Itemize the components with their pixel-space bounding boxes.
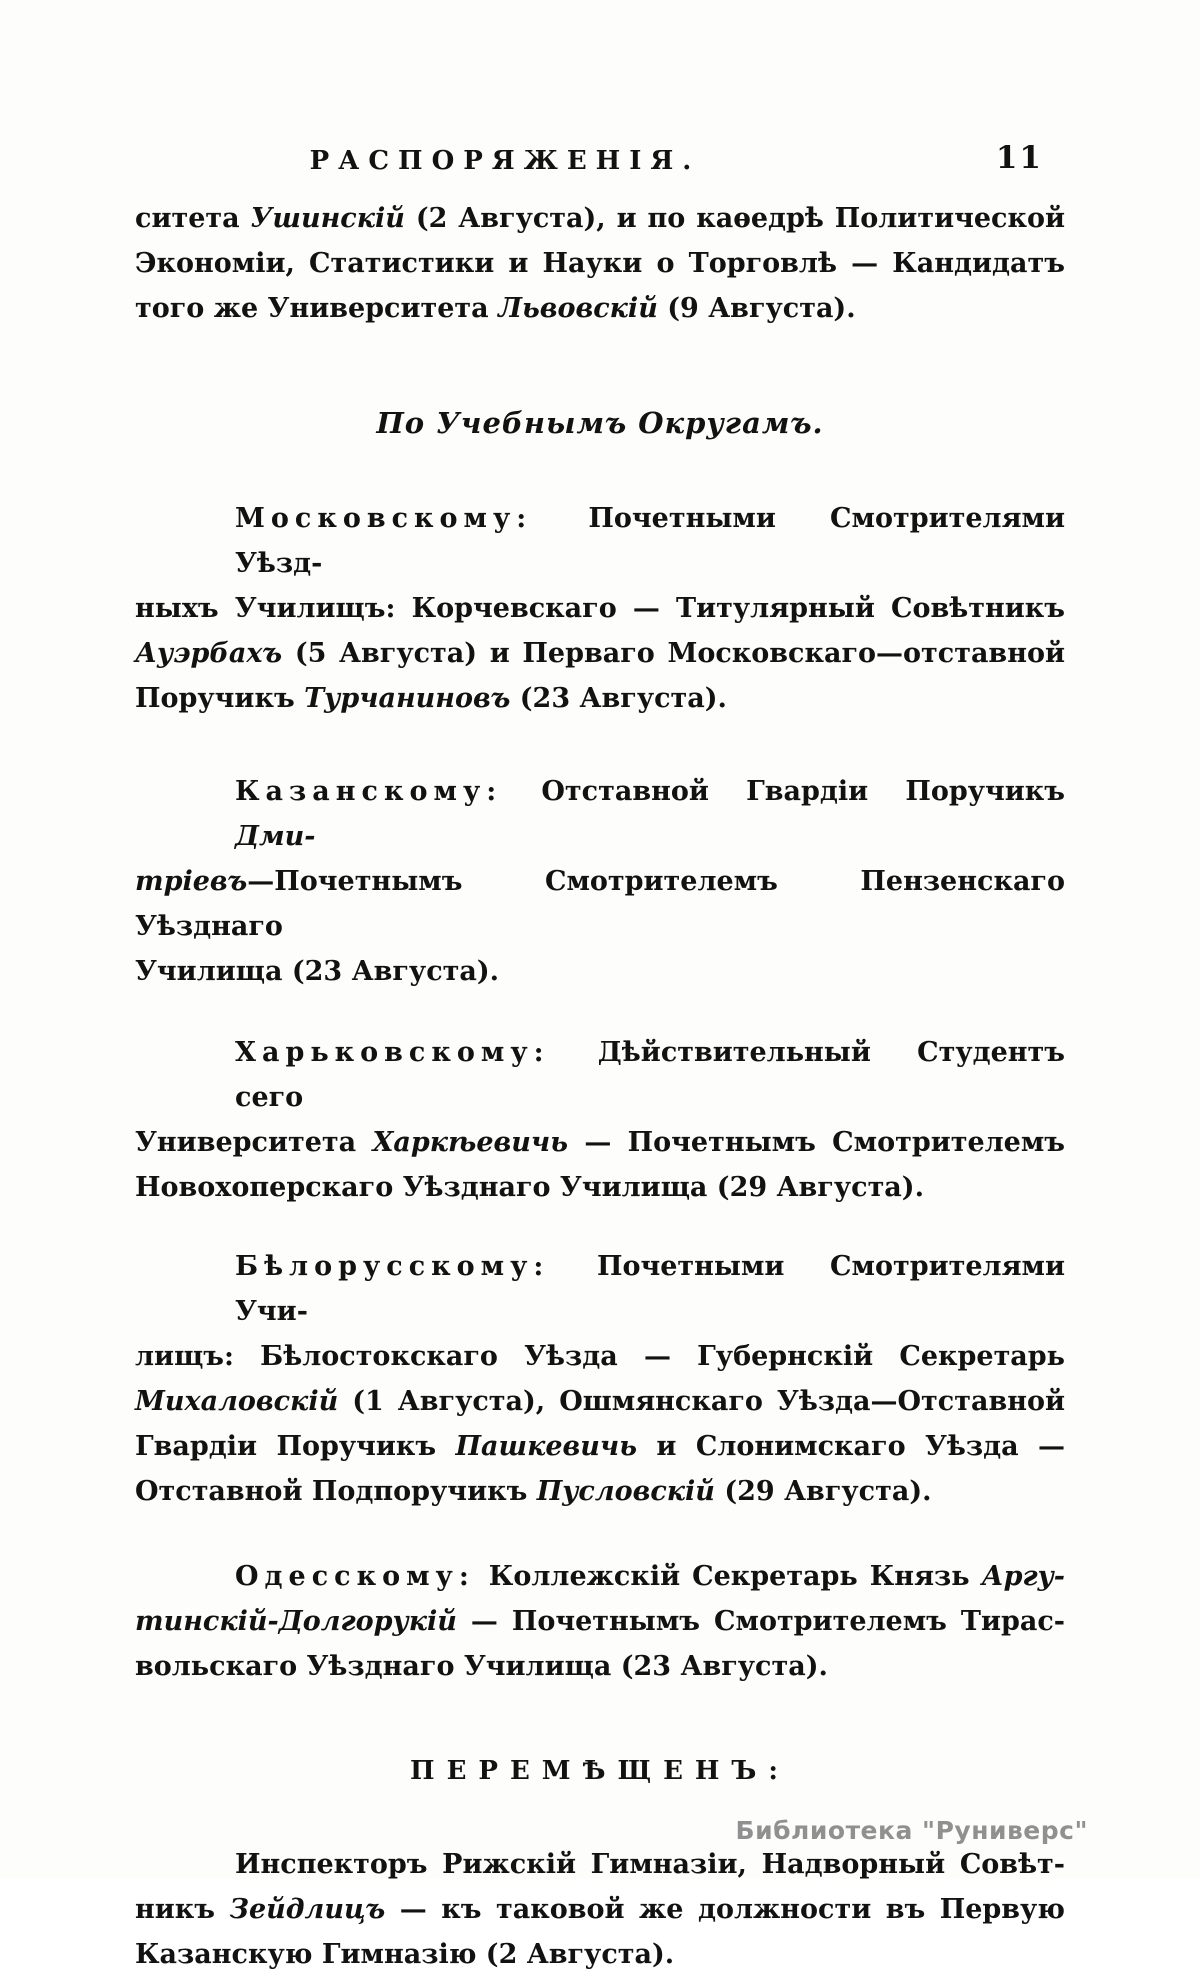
text-segment: ныхъ Училищъ: Корчевскаго — Титулярный Совѣтникъ — [135, 593, 1065, 624]
text-line — [135, 631, 1065, 676]
text-line — [135, 1424, 1065, 1469]
text-segment: — Почетнымъ Смотрителемъ — [568, 1127, 1066, 1158]
text-line — [135, 496, 1065, 586]
text-segment: Одесскому: — [235, 1561, 475, 1592]
paragraph-continuation — [135, 196, 1065, 331]
paragraph-odessa-district — [135, 1554, 1065, 1689]
text-segment: Училища (23 Августа). — [135, 956, 500, 987]
paragraph-kharkov-district — [135, 1030, 1065, 1210]
paragraph-moscow-district — [135, 496, 1065, 721]
text-segment: Харьковскому: — [235, 1037, 550, 1068]
text-segment: Отставной Подпоручикъ — [135, 1476, 537, 1507]
text-segment: Зейдлицъ — [229, 1894, 386, 1925]
text-line — [135, 1644, 1065, 1689]
text-segment: Михаловскій — [135, 1386, 339, 1417]
text-line — [135, 1599, 1065, 1644]
text-segment: (29 Августа). — [714, 1476, 932, 1507]
text-line — [135, 1165, 1065, 1210]
running-title: РАСПОРЯЖЕНІЯ. — [309, 146, 701, 176]
text-segment: (23 Августа). — [510, 683, 727, 714]
text-segment: Дми- — [235, 821, 316, 852]
text-segment: Турчаниновъ — [304, 683, 511, 714]
library-watermark: Библиотека "Руниверс" — [735, 1816, 1088, 1845]
text-line — [135, 586, 1065, 631]
text-line — [135, 1842, 1065, 1887]
text-line — [135, 769, 1065, 859]
text-segment: Поручикъ — [135, 683, 305, 714]
text-segment: Харкѣевичь — [372, 1127, 569, 1158]
paragraph-transferred — [135, 1842, 1065, 1977]
text-segment: (9 Августа). — [657, 293, 856, 324]
text-segment: никъ — [135, 1894, 230, 1925]
text-line — [135, 1030, 1065, 1120]
text-segment: Московскому: — [235, 503, 533, 534]
text-segment: тинскій-Долгорукій — [135, 1606, 457, 1637]
text-segment: Казанскую Гимназію (2 Августа). — [135, 1939, 675, 1970]
text-segment: тріевъ — [135, 866, 248, 897]
text-segment: Новохоперскаго Уѣзднаго Училища (29 Августа). — [135, 1172, 924, 1203]
text-segment: Бѣлорусскому: — [235, 1251, 550, 1282]
text-segment: и Слонимскаго Уѣзда — — [637, 1431, 1065, 1462]
section-heading-districts — [135, 401, 1065, 446]
text-segment: Гвардіи Поручикъ — [135, 1431, 456, 1462]
text-segment: (5 Августа) и Перваго Московскаго—отставной — [282, 638, 1065, 669]
text-segment: Отставной Гвардіи Поручикъ — [504, 776, 1065, 807]
text-line — [135, 1334, 1065, 1379]
text-segment: Коллежскій Секретарь Князь — [476, 1561, 982, 1592]
text-segment: ПЕРЕМѢЩЕНЪ: — [410, 1756, 790, 1786]
text-line — [135, 1887, 1065, 1932]
text-line — [135, 1749, 1065, 1794]
text-line — [135, 241, 1065, 286]
text-block — [135, 140, 1066, 1977]
paragraph-belorussian-district — [135, 1244, 1065, 1514]
text-segment: Почетными Смотрителями Уѣзд- — [235, 503, 1065, 579]
text-segment: Ушинскій — [250, 203, 405, 234]
text-line — [135, 859, 1065, 949]
text-line — [135, 1469, 1065, 1514]
text-segment: вольскаго Уѣзднаго Училища (23 Августа). — [135, 1651, 828, 1682]
paragraph-kazan-district — [135, 769, 1065, 994]
text-line — [135, 1554, 1065, 1599]
text-segment: Пашкевичь — [455, 1431, 638, 1462]
text-line — [135, 196, 1065, 241]
text-segment: (1 Августа), Ошмянскаго Уѣзда—Отставной — [338, 1386, 1065, 1417]
text-segment: — Почетнымъ Смотрителемъ Тирас- — [456, 1606, 1065, 1637]
text-segment: По Учебнымъ Округамъ. — [376, 406, 824, 440]
page-header — [135, 140, 1065, 188]
text-segment: Аргу- — [981, 1561, 1065, 1592]
text-segment: Университета — [135, 1127, 373, 1158]
text-segment: Львовскій — [498, 293, 658, 324]
text-line — [135, 1244, 1065, 1334]
text-line — [135, 1379, 1065, 1424]
text-line — [135, 286, 1065, 331]
page-number: 11 — [995, 140, 1043, 176]
text-segment: —Почетнымъ Смотрителемъ Пензенскаго Уѣзднаго — [135, 866, 1065, 942]
section-heading-transferred — [135, 1749, 1065, 1794]
text-line — [135, 949, 1065, 994]
text-line — [135, 1120, 1065, 1165]
page-body — [135, 196, 1065, 1977]
text-segment: Пусловскій — [536, 1476, 715, 1507]
text-segment: Ауэрбахъ — [135, 638, 283, 669]
text-line — [135, 401, 1065, 446]
text-segment: Экономіи, Статистики и Науки о Торговлѣ — Кандидатъ — [135, 248, 1065, 279]
text-segment: Инспекторъ Рижскій Гимназіи, Надворный Совѣт- — [235, 1849, 1065, 1880]
text-segment: (2 Августа), и по каѳедрѣ Политической — [404, 203, 1066, 234]
text-line — [135, 676, 1065, 721]
text-segment: лищъ: Бѣлостокскаго Уѣзда — Губернскій Секретарь — [135, 1341, 1065, 1372]
text-line — [135, 1932, 1065, 1977]
text-segment: Почетными Смотрителями Учи- — [235, 1251, 1065, 1327]
text-segment: — къ таковой же должности въ Первую — [385, 1894, 1065, 1925]
text-segment: того же Университета — [135, 293, 499, 324]
text-segment: ситета — [135, 203, 251, 234]
text-segment: Казанскому: — [235, 776, 503, 807]
text-segment: Дѣйствительный Студентъ сего — [235, 1037, 1065, 1113]
